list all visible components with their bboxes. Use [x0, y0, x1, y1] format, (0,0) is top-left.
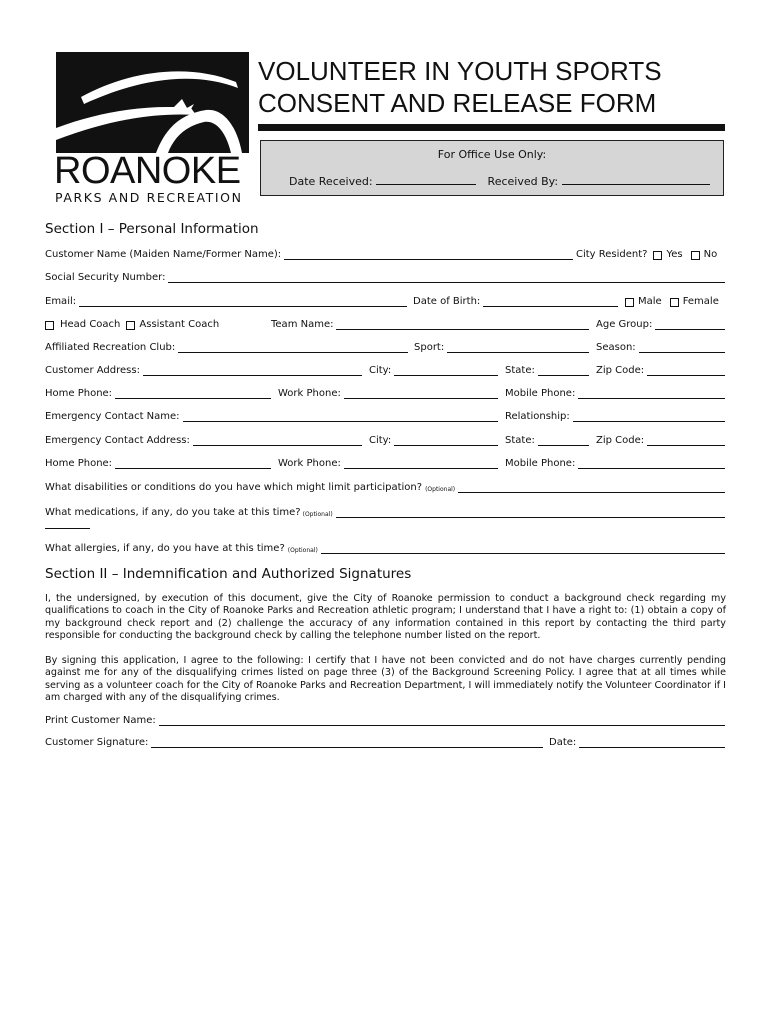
- season-row: [596, 342, 725, 353]
- city-resident-label: City Resident?: [576, 249, 648, 260]
- email-row: [45, 296, 407, 307]
- customer-name-label: Customer Name (Maiden Name/Former Name):: [45, 249, 282, 260]
- print-name-label: Print Customer Name:: [45, 715, 156, 726]
- logo-graphic: [56, 52, 249, 153]
- assistant-coach-label: Assistant Coach: [139, 319, 220, 330]
- date-received-field[interactable]: [376, 174, 476, 185]
- customer-name-row: [45, 249, 573, 260]
- disabilities-label: What disabilities or conditions do you have which might limit participation?: [45, 482, 423, 493]
- customer-name-field[interactable]: [284, 250, 573, 260]
- coach-type-group: [45, 319, 219, 330]
- emergency-zip-field[interactable]: [647, 436, 725, 446]
- city-label: City:: [369, 365, 392, 376]
- allergies-field[interactable]: [321, 544, 725, 554]
- ssn-row: [45, 272, 725, 283]
- emergency-name-field[interactable]: [183, 412, 498, 422]
- sport-row: [414, 342, 589, 353]
- logo-subtitle: PARKS AND RECREATION: [55, 190, 243, 205]
- mobile-phone-field[interactable]: [578, 389, 725, 399]
- signature-field[interactable]: [151, 738, 543, 748]
- signature-label: Customer Signature:: [45, 737, 149, 748]
- allergies-label: What allergies, if any, do you have at this time?: [45, 543, 285, 554]
- emergency-state-row: [505, 435, 589, 446]
- gender-group: [619, 296, 719, 307]
- received-by-label: Received By:: [487, 175, 559, 188]
- work-phone-row: [278, 388, 498, 399]
- signature-date-field[interactable]: [579, 738, 725, 748]
- emergency-work-phone-field[interactable]: [344, 459, 498, 469]
- female-checkbox[interactable]: [670, 298, 679, 307]
- emergency-city-field[interactable]: [394, 436, 498, 446]
- emergency-name-row: [45, 411, 498, 422]
- emergency-mobile-phone-label: Mobile Phone:: [505, 458, 576, 469]
- emergency-name-label: Emergency Contact Name:: [45, 411, 180, 422]
- assistant-coach-checkbox[interactable]: [126, 321, 135, 330]
- age-group-row: [596, 319, 725, 330]
- emergency-address-row: [45, 435, 362, 446]
- medications-row: [45, 507, 725, 518]
- email-label: Email:: [45, 296, 77, 307]
- relationship-field[interactable]: [573, 412, 725, 422]
- logo-wordmark: ROANOKE: [54, 150, 241, 192]
- received-by-field[interactable]: [562, 174, 710, 185]
- emergency-mobile-phone-row: [505, 458, 725, 469]
- home-phone-label: Home Phone:: [45, 388, 113, 399]
- medications-field[interactable]: [336, 508, 725, 518]
- mobile-phone-label: Mobile Phone:: [505, 388, 576, 399]
- emergency-state-label: State:: [505, 435, 535, 446]
- zip-row: [596, 365, 725, 376]
- email-field[interactable]: [79, 297, 407, 307]
- ssn-label: Social Security Number:: [45, 272, 166, 283]
- age-group-label: Age Group:: [596, 319, 653, 330]
- print-name-row: [45, 715, 725, 726]
- city-resident-group: [576, 249, 717, 260]
- head-coach-label: Head Coach: [60, 319, 121, 330]
- address-label: Customer Address:: [45, 365, 140, 376]
- dob-field[interactable]: [483, 297, 618, 307]
- emergency-home-phone-field[interactable]: [115, 459, 271, 469]
- emergency-zip-row: [596, 435, 725, 446]
- no-label: No: [703, 249, 718, 260]
- date-received-label: Date Received:: [289, 175, 373, 188]
- city-resident-no-checkbox[interactable]: [691, 251, 700, 260]
- team-name-label: Team Name:: [271, 319, 334, 330]
- zip-field[interactable]: [647, 366, 725, 376]
- season-field[interactable]: [639, 343, 725, 353]
- club-field[interactable]: [178, 343, 408, 353]
- male-checkbox[interactable]: [625, 298, 634, 307]
- season-label: Season:: [596, 342, 636, 353]
- certification-paragraph: By signing this application, I agree to the following: I certify that I have not been convicted and do not have charges currently pending against me for any of the disqualifying crimes listed on page three (3) of the Background Screening Policy. I agree that at all times while serving as a volunteer coach for the City of Roanoke Parks and Recreation Department, I will immediately notify the Volunteer Coordinator if I am charged with any of the disqualifying crimes.: [45, 655, 726, 704]
- work-phone-label: Work Phone:: [278, 388, 341, 399]
- club-label: Affiliated Recreation Club:: [45, 342, 176, 353]
- emergency-city-label: City:: [369, 435, 392, 446]
- section-1-heading: Section I – Personal Information: [45, 221, 259, 237]
- emergency-mobile-phone-field[interactable]: [578, 459, 725, 469]
- team-name-row: [271, 319, 589, 330]
- section-2-heading: Section II – Indemnification and Authorized Signatures: [45, 566, 412, 582]
- disabilities-field[interactable]: [458, 483, 725, 493]
- club-row: [45, 342, 408, 353]
- disabilities-row: [45, 482, 725, 493]
- ssn-field[interactable]: [168, 273, 725, 283]
- title-rule: [258, 124, 725, 131]
- home-phone-field[interactable]: [115, 389, 271, 399]
- emergency-zip-label: Zip Code:: [596, 435, 645, 446]
- relationship-label: Relationship:: [505, 411, 570, 422]
- home-phone-row: [45, 388, 271, 399]
- sport-label: Sport:: [414, 342, 445, 353]
- office-use-box: [260, 140, 724, 196]
- relationship-row: [505, 411, 725, 422]
- medications-optional-note: (Optional): [302, 511, 333, 518]
- city-row: [369, 365, 498, 376]
- male-label: Male: [638, 296, 662, 307]
- title-line-1: VOLUNTEER IN YOUTH SPORTS: [258, 56, 662, 86]
- medications-label: What medications, if any, do you take at this time?: [45, 507, 301, 518]
- signature-row: [45, 737, 543, 748]
- team-name-field[interactable]: [336, 320, 589, 330]
- state-label: State:: [505, 365, 535, 376]
- emergency-work-phone-row: [278, 458, 498, 469]
- allergies-row: [45, 543, 725, 554]
- age-group-field[interactable]: [655, 320, 725, 330]
- emergency-state-field[interactable]: [538, 436, 589, 446]
- female-label: Female: [682, 296, 719, 307]
- sport-field[interactable]: [447, 343, 589, 353]
- background-check-paragraph: I, the undersigned, by execution of this document, give the City of Roanoke permission to conduct a background check regarding my qualifications to coach in the City of Roanoke Parks and Recreation athletic program; I understand that I have a right to: (1) obtain a copy of my background check report and (2) challenge the accuracy of any information contained in this report by contacting the third party responsible for conducting the background check by calling the telephone number listed on the report.: [45, 593, 726, 642]
- signature-date-row: [549, 737, 725, 748]
- signature-date-label: Date:: [549, 737, 577, 748]
- print-name-field[interactable]: [159, 716, 725, 726]
- city-resident-yes-checkbox[interactable]: [653, 251, 662, 260]
- medications-field-continued[interactable]: [45, 528, 90, 529]
- emergency-home-phone-label: Home Phone:: [45, 458, 113, 469]
- city-field[interactable]: [394, 366, 498, 376]
- allergies-optional-note: (Optional): [287, 547, 318, 554]
- zip-label: Zip Code:: [596, 365, 645, 376]
- state-field[interactable]: [538, 366, 589, 376]
- dob-row: [413, 296, 618, 307]
- yes-label: Yes: [666, 249, 683, 260]
- emergency-address-label: Emergency Contact Address:: [45, 435, 190, 446]
- work-phone-field[interactable]: [344, 389, 498, 399]
- office-use-header: For Office Use Only:: [437, 148, 547, 161]
- emergency-address-field[interactable]: [193, 436, 362, 446]
- emergency-home-phone-row: [45, 458, 271, 469]
- emergency-city-row: [369, 435, 498, 446]
- emergency-work-phone-label: Work Phone:: [278, 458, 341, 469]
- title-line-2: CONSENT AND RELEASE FORM: [258, 88, 657, 118]
- disabilities-optional-note: (Optional): [425, 486, 456, 493]
- state-row: [505, 365, 589, 376]
- form-title: [258, 55, 728, 119]
- head-coach-checkbox[interactable]: [45, 321, 54, 330]
- mobile-phone-row: [505, 388, 725, 399]
- dob-label: Date of Birth:: [413, 296, 481, 307]
- address-row: [45, 365, 362, 376]
- address-field[interactable]: [143, 366, 362, 376]
